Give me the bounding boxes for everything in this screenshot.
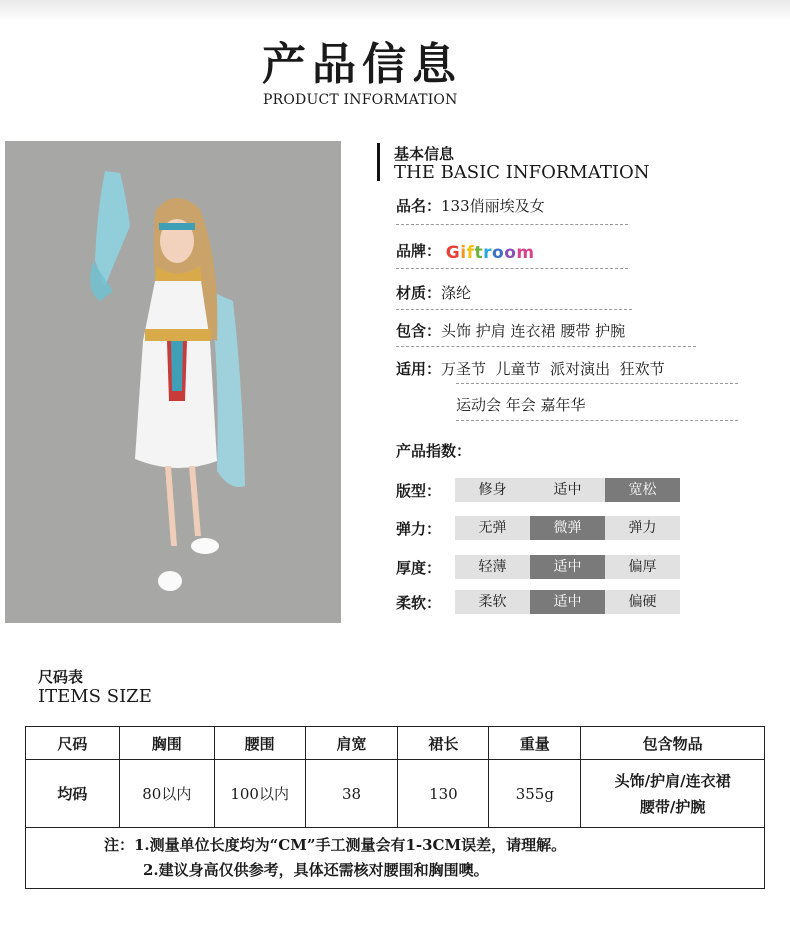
size-title: 尺码表	[38, 668, 84, 686]
waist-cell: 100以内	[214, 760, 305, 828]
brand-row	[396, 240, 535, 263]
page-title: 产品信息	[262, 39, 462, 90]
header-cell: 包含物品	[581, 727, 765, 760]
product-index-title: 产品指数：	[396, 442, 472, 460]
note-line-2: 2.建议身高仅供参考，具体还需核对腰围和胸围噢。	[143, 861, 489, 879]
divider	[396, 268, 628, 269]
product-photo	[5, 141, 341, 623]
index-option-selected: 适中	[530, 555, 605, 579]
brand-label: 品牌：	[396, 242, 442, 260]
index-option: 偏硬	[605, 590, 680, 614]
weight-cell: 355g	[489, 760, 581, 828]
index-option-selected: 微弹	[530, 516, 605, 540]
bust-cell: 80以内	[119, 760, 214, 828]
index-option-selected: 宽松	[605, 478, 680, 502]
includes-label: 包含：	[396, 322, 442, 340]
shoulder-cell: 38	[305, 760, 398, 828]
index-option: 轻薄	[455, 555, 530, 579]
top-shadow	[0, 0, 790, 22]
basic-info-title: 基本信息	[394, 145, 455, 163]
note-line-1: 注：1.测量单位长度均为“CM”手工测量会有1-3CM误差，请理解。	[104, 836, 567, 854]
header-cell: 尺码	[26, 727, 120, 760]
index-label: 版型：	[396, 482, 442, 500]
index-option: 无弹	[455, 516, 530, 540]
header-cell: 肩宽	[305, 727, 398, 760]
items-cell	[581, 760, 765, 828]
size-subtitle: ITEMS SIZE	[38, 686, 152, 707]
skirt-length-cell: 130	[398, 760, 489, 828]
includes-value: 头饰 护肩 连衣裙 腰带 护腕	[441, 322, 626, 340]
material-value: 涤纶	[441, 284, 472, 302]
header-cell: 裙长	[398, 727, 489, 760]
notes-row	[26, 828, 765, 889]
header-cell: 腰围	[214, 727, 305, 760]
divider	[396, 224, 628, 225]
notes-cell	[26, 828, 765, 889]
index-scale	[455, 555, 680, 579]
header-cell: 胸围	[119, 727, 214, 760]
index-option: 柔软	[455, 590, 530, 614]
index-option: 修身	[455, 478, 530, 502]
basic-info-subtitle: THE BASIC INFORMATION	[394, 162, 650, 183]
section-marker	[377, 143, 380, 181]
costume-model-illustration	[5, 141, 341, 623]
index-option: 弹力	[605, 516, 680, 540]
includes-row	[396, 320, 625, 341]
use-value-line2: 运动会 年会 嘉年华	[456, 396, 586, 414]
items-line: 头饰/护肩/连衣裙	[614, 771, 731, 790]
index-scale	[455, 590, 680, 614]
material-label: 材质：	[396, 284, 442, 302]
index-label: 柔软：	[396, 594, 442, 612]
product-name-row	[396, 195, 545, 216]
items-line: 腰带/护腕	[639, 797, 706, 816]
index-option: 适中	[530, 478, 605, 502]
header-cell: 重量	[489, 727, 581, 760]
product-name-value: 133俏丽埃及女	[441, 197, 545, 215]
size-table	[25, 726, 765, 889]
use-label: 适用：	[396, 360, 442, 378]
divider	[456, 420, 738, 421]
product-name-label: 品名：	[396, 197, 442, 215]
index-label: 厚度：	[396, 559, 442, 577]
brand-logo: Giftroom	[445, 243, 535, 263]
index-label: 弹力：	[396, 520, 442, 538]
divider	[396, 309, 632, 310]
divider	[456, 383, 738, 384]
use-value-line1: 万圣节 儿童节 派对演出 狂欢节	[441, 360, 665, 378]
index-option: 偏厚	[605, 555, 680, 579]
index-scale	[455, 478, 680, 502]
material-row	[396, 282, 471, 303]
use-row	[396, 358, 665, 379]
index-scale	[455, 516, 680, 540]
divider	[396, 346, 696, 347]
size-cell: 均码	[26, 760, 120, 828]
table-row	[26, 760, 765, 828]
page-subtitle: PRODUCT INFORMATION	[263, 92, 458, 108]
size-table-header	[26, 727, 765, 760]
index-option-selected: 适中	[530, 590, 605, 614]
